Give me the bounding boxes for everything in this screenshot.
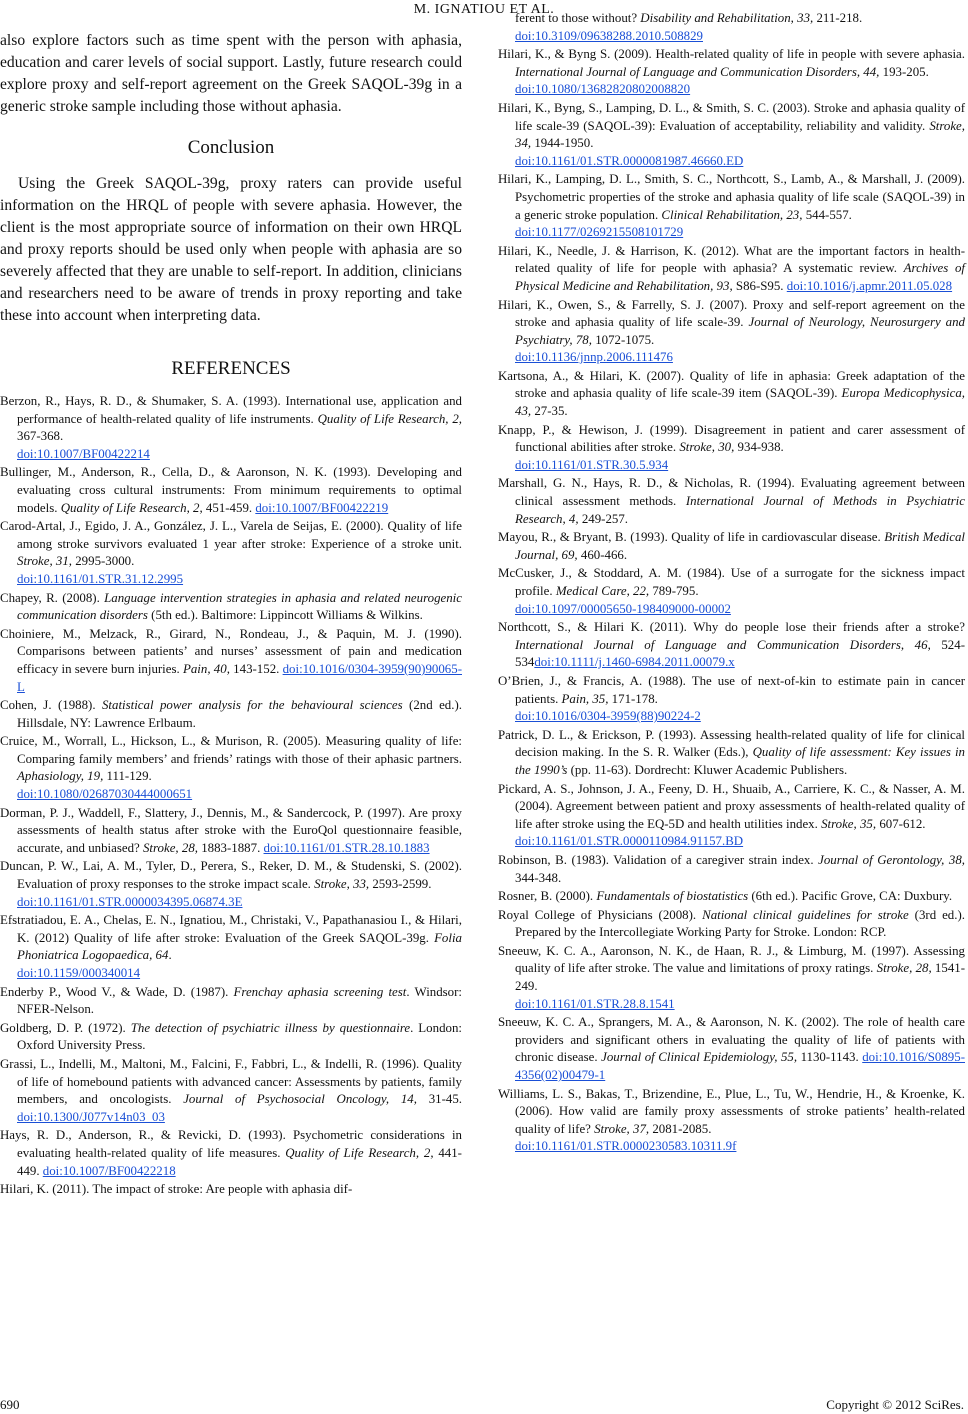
reference-item	[0, 518, 462, 588]
reference-text: 934-938.	[734, 440, 784, 455]
reference-list-right	[498, 10, 965, 1156]
reference-item	[498, 243, 965, 296]
reference-text: Hilari, K., Byng, S., Lamping, D. L., & Smith, S. C. (2003). Stroke and aphasia quality of life scale-39 (SAQOL-39): Evaluation of acceptability, reliability and validity.	[498, 100, 965, 133]
reference-text: 451-459.	[202, 500, 256, 515]
reference-text: 367-368.	[17, 429, 64, 444]
reference-source: Stroke, 35,	[821, 816, 877, 831]
reference-item	[0, 626, 462, 696]
reference-source: Journal of Psychosocial Oncology, 14,	[183, 1092, 417, 1107]
reference-item	[498, 475, 965, 528]
reference-text: Hilari, K., Owen, S., & Farrelly, S. J. (2007). Proxy and self-report agreement on the stroke and aphasia quality of life scale-39.	[498, 297, 965, 330]
reference-source: Disability and Rehabilitation, 33,	[640, 11, 814, 25]
reference-text: Cruice, M., Worrall, L., Hickson, L., & Murison, R. (2005). Measuring quality of life: Comparing family members’ and friends’ ratings with those of their aphasic partners.	[0, 734, 462, 766]
reference-item	[498, 368, 965, 421]
reference-source: Journal of Clinical Epidemiology, 55,	[601, 1050, 798, 1065]
reference-text: Robinson, B. (1983). Validation of a caregiver strain index.	[498, 852, 819, 867]
reference-text: Sneeuw, K. C. A., Sprangers, M. A., & Aaronson, N. K. (2002). The role of health care providers and significant others in evaluating the quality of life of patients with chronic disease.	[498, 1015, 965, 1065]
reference-text: 27-35.	[531, 404, 568, 419]
doi-link[interactable]: doi:10.1097/00005650-198409000-00002	[515, 601, 731, 616]
doi-link[interactable]: doi:10.1161/01.STR.0000230583.10311.9f	[515, 1139, 737, 1154]
reference-text: ferent to those without?	[515, 11, 641, 25]
reference-text: 544-557.	[802, 207, 852, 222]
reference-source: Aphasiology, 19,	[17, 769, 104, 784]
reference-item	[498, 1014, 965, 1084]
reference-text: Dorman, P. J., Waddell, F., Slattery, J., Dennis, M., & Sandercock, P. (1997). Are proxy assessments of health status after stroke with the EuroQol questionnaire feasible, accurate, and unbiased?	[0, 805, 462, 855]
reference-item	[0, 1127, 462, 1180]
reference-text: Williams, L. S., Bakas, T., Brizendine, E., Plue, L., Tu, W., Hendrie, H., & Kroenke, K. (2006). How valid are family proxy assessments of stroke patients’ health-related quality of life?	[498, 1086, 965, 1136]
reference-text: Goldberg, D. P. (1972).	[0, 1020, 131, 1035]
reference-source: Folia Phoniatrica Logopaedica, 64	[17, 930, 462, 963]
intro-paragraph: also explore factors such as time spent with the person with aphasia, education and carer levels of social support. Lastly, future research could explore proxy and self-report agreement on the Greek SAQOL-39g in a generic stroke sample including those without aphasia.	[0, 32, 462, 115]
doi-link[interactable]: doi:10.1007/BF00422214	[17, 446, 150, 461]
reference-text: Sneeuw, K. C. A., Aaronson, N. K., de Haan, R. J., & Limburg, M. (1997). Assessing quality of life after stroke. The value and limitations of proxy ratings.	[498, 943, 965, 976]
reference-text: Marshall, G. N., Hays, R. D., & Nicholas, R. (1994). Evaluating agreement between clinical assessment methods.	[498, 476, 965, 509]
reference-item	[0, 1020, 462, 1055]
reference-text: S86-S95.	[732, 278, 787, 293]
doi-link[interactable]: doi:10.1161/01.STR.28.8.1541	[515, 996, 675, 1011]
reference-source: The detection of psychiatric illness by questionnaire	[130, 1020, 411, 1035]
reference-source: Stroke, 28,	[142, 840, 198, 855]
right-column	[498, 10, 965, 1157]
reference-source: Clinical Rehabilitation, 23,	[661, 207, 803, 222]
reference-text: Pickard, A. S., Johnson, J. A., Feeny, D. H., Shuaib, A., Carriere, K. C., & Nasser, A. M. (2004). Agreement between patient and proxy assessments of health-related quality of life after stroke using the EQ-5D and health utilities index.	[498, 781, 965, 831]
reference-item	[498, 907, 965, 942]
reference-text: 2593-2599.	[369, 877, 432, 892]
reference-item	[498, 171, 965, 241]
reference-item	[0, 858, 462, 911]
reference-item	[0, 697, 462, 732]
reference-text: 344-348.	[515, 870, 562, 885]
reference-text: Kartsona, A., & Hilari, K. (2007). Quality of life in aphasia: Greek adaptation of the stroke and aphasia quality of life scale-39 item (SAQOL-39).	[498, 368, 965, 401]
reference-item	[498, 100, 965, 170]
reference-source: National clinical guidelines for stroke	[702, 907, 909, 922]
reference-item	[0, 590, 462, 625]
reference-item	[498, 1086, 965, 1156]
page-number: 690	[0, 1397, 20, 1412]
reference-source: Medical Care, 22,	[555, 584, 650, 598]
reference-source: Europa Medicophysica, 43,	[515, 386, 966, 419]
reference-source: Frenchay aphasia screening test	[233, 984, 407, 999]
doi-link[interactable]: doi:10.1007/BF00422219	[255, 500, 389, 515]
reference-item	[0, 733, 462, 803]
doi-link[interactable]: doi:10.1161/01.STR.31.12.2995	[17, 571, 184, 586]
reference-text: McCusker, J., & Stoddard, A. M. (1984). Use of a surrogate for the sickness impact profile.	[498, 566, 965, 598]
reference-text: 1072-1075.	[591, 332, 655, 347]
reference-text: Northcott, S., & Hilari K. (2011). Why do people lose their friends after a stroke?	[498, 620, 965, 635]
reference-item	[0, 464, 462, 517]
reference-source: Fundamentals of biostatistics	[596, 889, 749, 904]
reference-text: (2nd ed.). Hillsdale, NY: Lawrence Erlbaum.	[17, 698, 462, 730]
reference-text: 1883-1887.	[198, 840, 264, 855]
reference-item	[498, 46, 965, 99]
reference-item	[498, 565, 965, 618]
doi-link[interactable]: doi:10.1161/01.STR.28.10.1883	[263, 840, 430, 855]
reference-source: Pain, 40,	[182, 661, 230, 676]
reference-source: Quality of Life Research, 2,	[60, 500, 203, 515]
doi-link[interactable]: doi:10.1016/S0895-4356(02)00479-1	[515, 1050, 965, 1083]
reference-source: Pain, 35,	[561, 691, 609, 706]
reference-source: Stroke, 37,	[594, 1121, 650, 1136]
reference-text: . London: Oxford University Press.	[17, 1020, 462, 1053]
doi-link[interactable]: doi:10.1080/02687030444000651	[17, 787, 193, 802]
doi-link[interactable]: doi:10.1177/0269215508101729	[515, 225, 684, 240]
reference-item	[498, 727, 965, 780]
running-header: M. IGNATIOU ET AL.	[413, 2, 555, 17]
reference-text: 460-466.	[577, 547, 628, 562]
doi-link[interactable]: doi:10.1016/0304-3959(90)90065-L	[17, 661, 462, 694]
reference-text: 789-795.	[649, 584, 699, 598]
reference-source: Stroke, 28,	[876, 961, 932, 976]
reference-text: (pp. 11-63). Dordrecht: Kluwer Academic Publishers.	[567, 762, 848, 777]
reference-text: 2081-2085.	[649, 1121, 712, 1136]
reference-text: Hilari, K., & Byng S. (2009). Health-related quality of life in people with severe aphasia.	[498, 47, 965, 62]
doi-link[interactable]: doi:10.1161/01.STR.0000110984.91157.BD	[515, 834, 744, 849]
reference-item	[0, 393, 462, 463]
reference-text: Choiniere, M., Melzack, R., Girard, N., Rondeau, J., & Paquin, M. J. (1990). Comparisons between patients’ and nurses’ assessment of pain and medication efficacy in severe burn injuries.	[0, 626, 462, 676]
doi-link[interactable]: doi:10.1161/01.STR.0000081987.46660.ED	[515, 153, 744, 168]
conclusion-heading: Conclusion	[187, 137, 275, 158]
reference-source: Quality of Life Research, 2,	[285, 1145, 434, 1160]
reference-text: (5th ed.). Baltimore: Lippincott Williams & Wilkins.	[147, 608, 423, 623]
reference-text: 193-205.	[879, 64, 929, 79]
reference-item	[0, 984, 462, 1019]
reference-item	[498, 619, 965, 672]
reference-source: Stroke, 34,	[515, 118, 965, 151]
reference-item	[0, 1056, 462, 1126]
reference-text: Hilari, K. (2011). The impact of stroke: Are people with aphasia dif-	[0, 1182, 353, 1197]
reference-source: Journal of Neurology, Neurosurgery and Psychiatry, 78,	[515, 315, 965, 347]
reference-source: Quality of Life Research, 2,	[317, 411, 462, 426]
reference-text: Hilari, K., Lamping, D. L., Smith, S. C., Northcott, S., Lamb, A., & Marshall, J. (2009). Psychometric properties of the stroke and aphasia quality of life scale (SAQOL-39) in a generic stroke population.	[498, 172, 965, 222]
conclusion-paragraph: Using the Greek SAQOL-39g, proxy raters can provide useful information on the HRQL of people with severe aphasia. However, the client is the most appropriate source of information on their own HRQL and proxy reports should be used only when people with aphasia are so severely affected that they are unable to self-report. In addition, clinicians and researchers need to be aware of trends in proxy reporting and take these into account when interpreting data.	[0, 175, 462, 324]
reference-source: Archives of Physical Medicine and Rehabilitation, 93,	[515, 261, 965, 293]
reference-text: (3rd ed.). Prepared by the Intercollegiate Working Party for Stroke. London: RCP.	[515, 907, 965, 940]
reference-text: . Windsor: NFER-Nelson.	[17, 984, 463, 1017]
reference-source: Statistical power analysis for the behavioural sciences	[101, 698, 403, 713]
reference-text: Chapey, R. (2008).	[0, 590, 105, 605]
reference-text: 143-152.	[229, 661, 283, 676]
reference-text: 171-178.	[608, 691, 658, 706]
reference-item	[498, 781, 965, 851]
doi-link[interactable]: doi:10.1300/J077v14n03_03	[17, 1109, 165, 1124]
reference-text: 31-45.	[416, 1092, 462, 1107]
reference-text: .	[168, 948, 172, 963]
reference-text: 249-257.	[578, 511, 629, 526]
reference-source: Quality of life assessment: Key issues in the 1990’s	[515, 745, 965, 777]
reference-text: 1541-249.	[515, 961, 966, 994]
reference-source: Stroke, 33,	[314, 877, 370, 892]
doi-link[interactable]: doi:10.1161/01.STR.0000034395.06874.3E	[17, 894, 243, 909]
reference-text: O’Brien, J., & Francis, A. (1988). The use of next-of-kin to estimate pain in cancer patients.	[498, 673, 965, 706]
reference-item	[498, 852, 965, 887]
doi-link[interactable]: doi:10.1080/13682820802008820	[515, 82, 691, 97]
left-column	[0, 30, 462, 1200]
reference-item	[498, 529, 965, 564]
reference-text: 111-129.	[103, 769, 152, 784]
doi-link[interactable]: doi:10.1159/000340014	[17, 966, 141, 980]
reference-item	[498, 888, 965, 906]
reference-text: Cohen, J. (1988).	[0, 698, 102, 713]
reference-source: International Journal of Language and Communication Disorders, 44,	[515, 64, 880, 79]
doi-link[interactable]: doi:10.1016/j.apmr.2011.05.028	[786, 278, 953, 293]
reference-text: Patrick, D. L., & Erickson, P. (1993). Assessing health-related quality of life for clinical decision making. In the S. R. Walker (Eds.),	[498, 727, 965, 760]
reference-source: Journal of Gerontology, 38,	[818, 852, 965, 867]
reference-text: Enderby P., Wood V., & Wade, D. (1987).	[0, 984, 234, 999]
reference-source: British Medical Journal, 69,	[515, 530, 965, 562]
reference-text: Hays, R. D., Anderson, R., & Revicki, D. (1993). Psychometric considerations in evaluating health-related quality of life measures.	[0, 1128, 462, 1160]
reference-source: Stroke, 30,	[679, 440, 735, 455]
copyright-notice: Copyright © 2012 SciRes.	[826, 1397, 964, 1412]
doi-link[interactable]: doi:10.1111/j.1460-6984.2011.00079.x	[534, 655, 735, 670]
doi-link[interactable]: doi:10.1161/01.STR.30.5.934	[515, 457, 669, 472]
reference-text: 2995-3000.	[72, 554, 135, 569]
reference-text: (6th ed.). Pacific Grove, CA: Duxbury.	[748, 889, 953, 904]
references-heading: REFERENCES	[171, 358, 291, 379]
reference-text: 1130-1143.	[797, 1050, 863, 1065]
doi-link[interactable]: doi:10.1007/BF00422218	[42, 1163, 176, 1178]
doi-link[interactable]: doi:10.3109/09638288.2010.508829	[515, 28, 703, 43]
reference-text: Berzon, R., Hays, R. D., & Shumaker, S. A. (1993). International use, application and performance of health-related quality of life instruments.	[0, 394, 462, 426]
reference-source: International Journal of Language and Communication Disorders, 46,	[515, 637, 931, 652]
reference-item	[0, 912, 462, 982]
reference-item	[498, 943, 965, 1013]
reference-text: 211-218.	[813, 11, 863, 25]
reference-text: Grassi, L., Indelli, M., Maltoni, M., Falcini, F., Fabbri, L., & Indelli, R. (1996). Quality of life of homebound patients with advanced cancer: Assessments by patients, family members, and oncologists.	[0, 1056, 462, 1107]
reference-text: Duncan, P. W., Lai, A. M., Tyler, D., Perera, S., Reker, D. M., & Studenski, S. (2002). Evaluation of proxy responses to the stroke impact scale.	[0, 859, 462, 892]
reference-source: Language intervention strategies in aphasia and related neurogenic communication disorders	[17, 590, 462, 623]
reference-source: International Journal of Methods in Psychiatric Research, 4,	[515, 494, 965, 526]
reference-item	[498, 673, 965, 726]
reference-list-left	[0, 393, 462, 1199]
reference-text: Rosner, B. (2000).	[498, 889, 597, 904]
reference-text: Bullinger, M., Anderson, R., Cella, D., & Aaronson, N. K. (1993). Developing and evaluating cross cultural instruments: From minimum requirements to optimal models.	[0, 465, 462, 515]
reference-text: Mayou, R., & Bryant, B. (1993). Quality of life in cardiovascular disease.	[498, 530, 885, 545]
doi-link[interactable]: doi:10.1136/jnnp.2006.111476	[515, 350, 673, 365]
reference-text: Royal College of Physicians (2008).	[498, 907, 703, 922]
reference-text: Knapp, P., & Hewison, J. (1999). Disagreement in patient and carer assessment of functional abilities after stroke.	[498, 422, 965, 455]
reference-source: Stroke, 31,	[17, 554, 73, 569]
reference-text: 524-534	[515, 637, 965, 670]
reference-text: 441-449.	[17, 1145, 462, 1178]
reference-text: 1944-1950.	[531, 136, 594, 151]
reference-item	[0, 1181, 462, 1199]
reference-text: Carod-Artal, J., Egido, J. A., González, J. L., Varela de Seijas, E. (2000). Quality of life among stroke survivors evaluated 1 year after stroke: Experience of a stroke unit.	[0, 519, 462, 551]
reference-item	[0, 805, 462, 858]
reference-text: Efstratiadou, E. A., Chelas, E. N., Ignatiou, M., Christaki, V., Papathanasiou I., & Hilari, K. (2012) Quality of life after stroke: Evaluation of the Greek SAQOL-39g.	[0, 913, 462, 945]
reference-text: 607-612.	[876, 816, 926, 831]
reference-text: Hilari, K., Needle, J. & Harrison, K. (2012). What are the important factors in health-related quality of life for people with aphasia? A systematic review.	[498, 243, 965, 276]
reference-item	[498, 10, 965, 45]
reference-item	[498, 297, 965, 367]
reference-item	[498, 422, 965, 475]
doi-link[interactable]: doi:10.1016/0304-3959(88)90224-2	[515, 709, 701, 724]
